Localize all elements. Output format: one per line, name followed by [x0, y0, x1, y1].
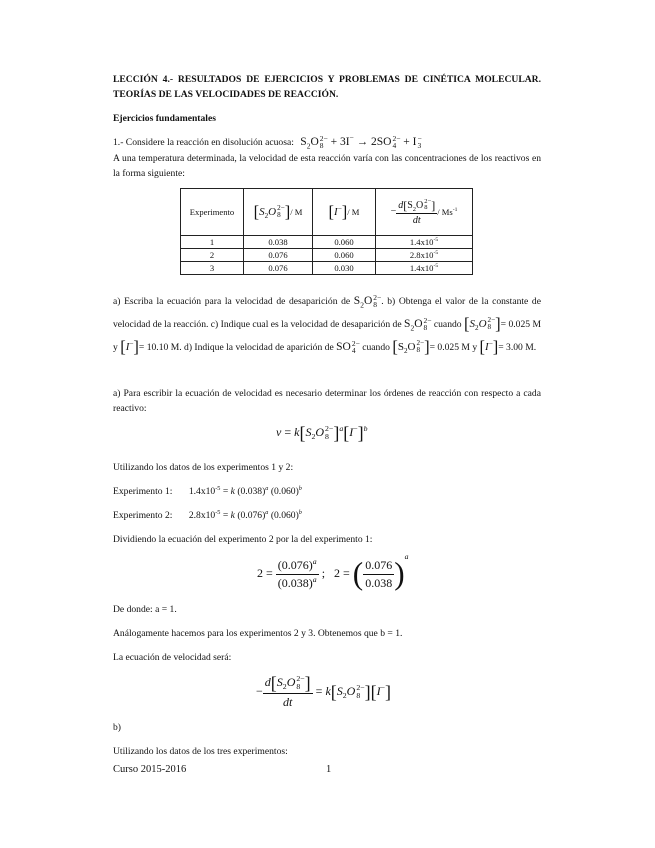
cell-s2o8: 0.038	[244, 236, 313, 249]
solution-p6: La ecuación de velocidad será:	[113, 652, 232, 663]
header-rate-unit: / Ms	[437, 206, 453, 217]
cell-rate: $1.4x10^{-5}$	[376, 236, 473, 249]
rate-law-final: − $d[S_2O$ 2− 8 ] dt = $k[S_2O$ 2− 8 ][I−]	[256, 673, 392, 709]
footer-page-number: 1	[326, 764, 332, 775]
solution-p3: Dividiendo la ecuación del experimento 2 por la del experimento 1:	[113, 534, 373, 545]
cell-iodide: 0.060	[313, 236, 376, 249]
header-iodide-unit: / M	[347, 206, 360, 217]
cell-rate: $2.8x10^{-5}$	[376, 249, 473, 262]
cell-iodide: 0.060	[313, 249, 376, 262]
cell-exp: 2	[181, 249, 244, 262]
cell-exp: 3	[181, 262, 244, 275]
cell-s2o8: 0.076	[244, 249, 313, 262]
solution-p8: Utilizando los datos de los tres experimentos:	[113, 746, 288, 757]
section-heading: Ejercicios fundamentales	[113, 113, 216, 124]
cell-rate: $1.4x10^{-5}$	[376, 262, 473, 275]
solution-intro: a) Para escribir la ecuación de velocidad es necesario determinar los órdenes de reacción con respecto a cada reactivo:	[113, 388, 541, 414]
questions-paragraph: a) Escriba la ecuación para la velocidad de desaparición de $S_2O$ 2− 8 . b) Obtenga el valor de la constante de velocidad de la reacción. c) Indique cual es la velocidad de desaparición de $S_2O$ 2− 8 cuando [$S_2O$ 2− 8 ]= 0.025 M y [I−]= 10.10 M. d) Indique la velocidad de aparición de SO 2− 4 cuando [$S_2O$ 2− 8 ]= 0.025 M y [I−]= 3.00 M.	[113, 292, 542, 357]
solution-p7: b)	[113, 722, 121, 733]
footer-course: Curso 2015-2016	[113, 764, 187, 775]
problem-text: A una temperatura determinada, la velocidad de esta reacción varía con las concentraciones de los reactivos en la forma siguiente:	[113, 153, 541, 179]
lesson-title: LECCIÓN 4.- RESULTADOS DE EJERCICIOS Y PROBLEMAS DE CINÉTICA MOLECULAR. TEORÍAS DE LAS VELOCIDADES DE REACCIÓN.	[113, 74, 541, 100]
cell-exp: 1	[181, 236, 244, 249]
header-experiment: Experimento	[181, 189, 244, 236]
solution-p2: Utilizando los datos de los experimentos 1 y 2:	[113, 462, 294, 473]
solution-p4: De donde: a = 1.	[113, 604, 177, 615]
kinetics-table	[180, 188, 473, 275]
header-s2o8: [$S_2O$ 2− 8 ]/ M	[244, 189, 313, 236]
table-row	[181, 262, 473, 275]
experiment-2-equation: Experimento 2: $2.8x10^{-5} = k$ $(0.076)^a$ $(0.060)^b$	[113, 508, 302, 521]
header-rate: − $d[S_2O$ 2− 8 ] dt / $Ms^{-1}$	[376, 189, 473, 236]
table-row	[181, 249, 473, 262]
header-s2o8-unit: / M	[290, 206, 303, 217]
cell-s2o8: 0.076	[244, 262, 313, 275]
reaction-equation: $S_2O$ 2− 8 + 3I− → 2SO 2− 4 + I − 3	[300, 133, 422, 151]
solution-p5: Análogamente hacemos para los experimentos 2 y 3. Obtenemos que b = 1.	[113, 628, 403, 639]
problem-intro-text: 1.- Considere la reacción en disolución acuosa:	[113, 137, 294, 149]
experiment-1-equation: Experimento 1: $1.4x10^{-5} = k$ $(0.038)^a$ $(0.060)^b$	[113, 484, 302, 497]
table-row	[181, 236, 473, 249]
problem-intro	[113, 135, 541, 150]
header-iodide: [I−]/ M	[313, 189, 376, 236]
rate-law-general: $v = k[S_2O$ 2− 8 ]$^a[I^-]^b$	[276, 423, 368, 443]
cell-iodide: 0.030	[313, 262, 376, 275]
ratio-equation: 2 = $\frac{(0.076)^a}{(0.038)^a}$ ; 2 = ( $\frac{0.076}{0.038}$ )$^a$	[257, 551, 409, 591]
